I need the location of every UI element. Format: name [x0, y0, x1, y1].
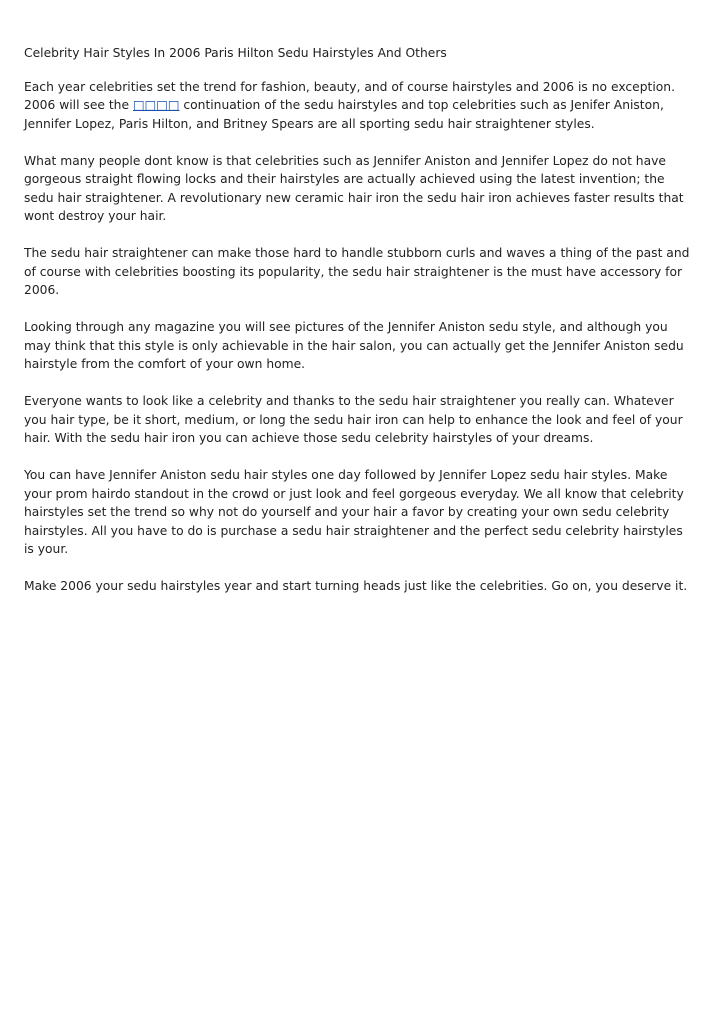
paragraph-1-text-end: continuation of the sedu hairstyles and top celebrities such as Jenifer Aniston, Jennifer Lopez, Paris Hilton, and Britney Spears are all sporting sedu hair straightener styles.	[24, 98, 664, 131]
paragraph-1	[24, 78, 694, 134]
inline-link[interactable]: □□□□	[132, 98, 180, 112]
paragraph-2: What many people dont know is that celebrities such as Jennifer Aniston and Jennifer Lopez do not have gorgeous straight flowing locks and their hairstyles are actually achieved using the latest invention; the sedu hair straightener. A revolutionary new ceramic hair iron the sedu hair iron achieves faster results that wont destroy your hair.	[24, 153, 684, 223]
paragraph-5: Everyone wants to look like a celebrity and thanks to the sedu hair straightener you really can. Whatever you hair type, be it short, medium, or long the sedu hair iron can help to enhance the look and feel of your hair. With the sedu hair iron you can achieve those sedu celebrity hairstyles of your dreams.	[24, 394, 683, 445]
document-page	[24, 44, 694, 614]
paragraph-4: Looking through any magazine you will see pictures of the Jennifer Aniston sedu style, and although you may think that this style is only achievable in the hair salon, you can actually get the Jennifer Aniston sedu hairstyle from the comfort of your own home.	[24, 320, 684, 371]
document-title: Celebrity Hair Styles In 2006 Paris Hilton Sedu Hairstyles And Others	[24, 46, 447, 60]
paragraph-3: The sedu hair straightener can make those hard to handle stubborn curls and waves a thing of the past and of course with celebrities boosting its popularity, the sedu hair straightener is the must have accessory for 2006.	[24, 246, 690, 297]
paragraph-7: Make 2006 your sedu hairstyles year and start turning heads just like the celebrities. Go on, you deserve it.	[24, 579, 688, 593]
paragraph-1-text-start: Each year celebrities set the trend for fashion, beauty, and of course hairstyles and 2006 is no exception. 2006 will see the	[24, 79, 675, 112]
paragraph-6: You can have Jennifer Aniston sedu hair styles one day followed by Jennifer Lopez sedu hair styles. Make your prom hairdo standout in the crowd or just look and feel gorgeous everyday. We all know that celebrity hairstyles set the trend so why not do yourself and your hair a favor by creating your own sedu celebrity hairstyles. All you have to do is purchase a sedu hair straightener and the perfect sedu celebrity hairstyles is your.	[24, 468, 684, 556]
